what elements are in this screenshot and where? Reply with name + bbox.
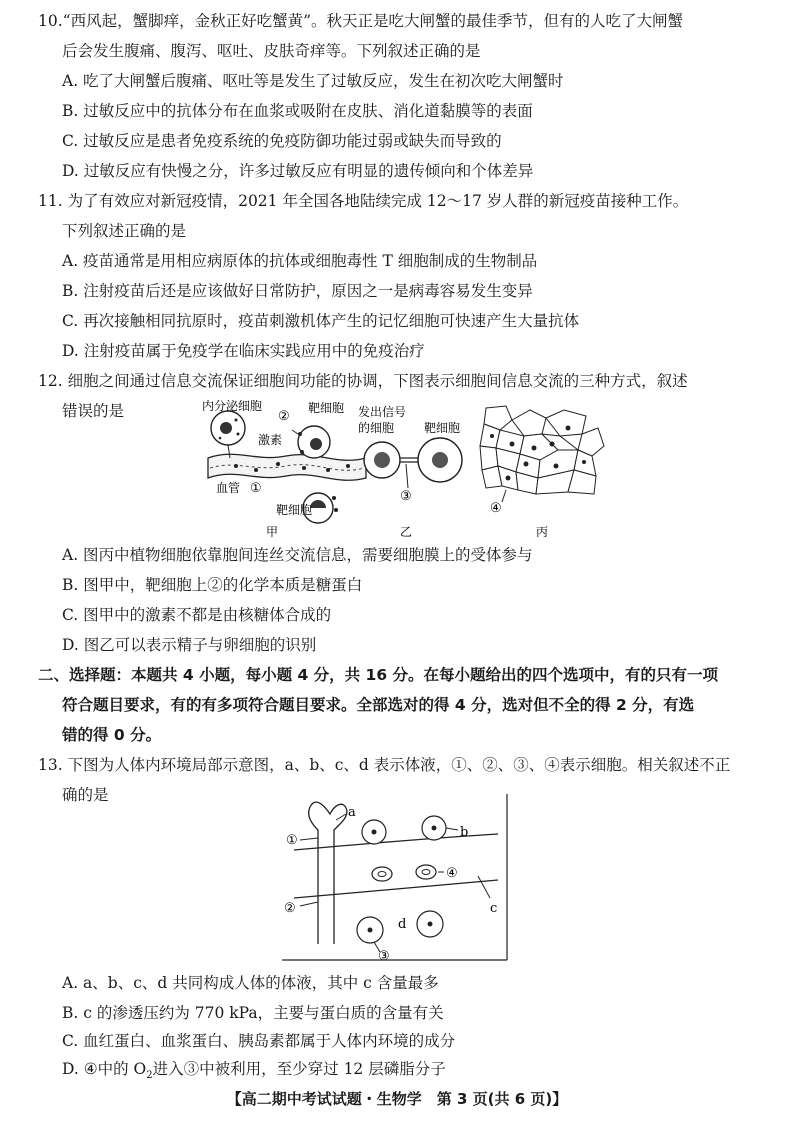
option-d: D. 过敏反应有快慢之分，许多过敏反应有明显的遗传倾向和个体差异 xyxy=(62,162,534,180)
page-footer: 【高二期中考试试题・生物学 第 3 页(共 6 页)】 xyxy=(226,1090,568,1108)
section-line: 错的得 0 分。 xyxy=(62,726,162,744)
label-num-4: ④ xyxy=(490,501,502,516)
label-b: b xyxy=(460,825,469,840)
lymph-capillary-shape xyxy=(309,802,347,944)
option-b: B. c 的渗透压约为 770 kPa，主要与蛋白质的含量有关 xyxy=(62,1004,444,1022)
option-a: A. 疫苗通常是用相应病原体的抗体或细胞毒性 T 细胞制成的生物制品 xyxy=(62,252,538,270)
figure-internal-environment xyxy=(282,794,510,964)
question-stem-line: 10.“西风起，蟹脚痒，金秋正好吃蟹黄”。秋天正是吃大闸蟹的最佳季节，但有的人吃了大闸蟹 xyxy=(38,12,684,30)
figure-cell-communication-svg xyxy=(196,400,606,540)
label-hormone: 激素 xyxy=(258,433,283,447)
option-d: D. 图乙可以表示精子与卵细胞的识别 xyxy=(62,636,317,654)
question-11 xyxy=(38,186,758,246)
label-bing: 丙 xyxy=(536,525,549,539)
red-blood-cell-shape xyxy=(372,867,392,881)
question-10 xyxy=(38,6,758,66)
option-d-text-start: D. ④中的 O xyxy=(62,1060,147,1078)
option-c: C. 血红蛋白、血浆蛋白、胰岛素都属于人体内环境的成分 xyxy=(62,1032,456,1050)
option-d xyxy=(62,1054,446,1091)
label-a: a xyxy=(348,805,356,820)
option-b: B. 注射疫苗后还是应该做好日常防护，原因之一是病毒容易发生变异 xyxy=(62,282,533,300)
section-2-heading xyxy=(38,660,762,750)
blood-vessel-shape xyxy=(208,454,366,480)
figure-cell-communication xyxy=(196,400,606,540)
question-stem-line: 错误的是 xyxy=(62,402,125,420)
option-d-text-end: 进入③中被利用，至少穿过 12 层磷脂分子 xyxy=(152,1060,446,1078)
question-stem-line: 12. 细胞之间通过信息交流保证细胞间功能的协调，下图表示细胞间信息交流的三种方式，叙述 xyxy=(38,372,688,390)
label-jia: 甲 xyxy=(266,525,279,539)
label-num-3: ③ xyxy=(378,949,390,964)
option-d-subscript: 2 xyxy=(146,1070,153,1082)
endocrine-nucleus-shape xyxy=(220,422,232,434)
label-num-4: ④ xyxy=(446,866,458,881)
label-signal-cell-2: 的细胞 xyxy=(358,421,395,435)
label-num-3: ③ xyxy=(400,489,412,504)
label-num-1: ① xyxy=(286,833,298,848)
option-b: B. 过敏反应中的抗体分布在血浆或吸附在皮肤、消化道黏膜等的表面 xyxy=(62,102,533,120)
option-a: A. a、b、c、d 共同构成人体的体液，其中 c 含量最多 xyxy=(62,974,439,992)
label-target-cell-yi: 靶细胞 xyxy=(424,421,461,435)
option-c: C. 过敏反应是患者免疫系统的免疫防御功能过弱或缺失而导致的 xyxy=(62,132,502,150)
option-c: C. 再次接触相同抗原时，疫苗刺激机体产生的记忆细胞可快速产生大量抗体 xyxy=(62,312,580,330)
section-line: 符合题目要求，有的有多项符合题目要求。全部选对的得 4 分，选对但不全的得 2 分，有选 xyxy=(62,696,695,714)
label-c: c xyxy=(490,901,498,916)
question-stem-line: 后会发生腹痛、腹泻、呕吐、皮肤奇痒等。下列叙述正确的是 xyxy=(62,42,481,60)
question-stem-line: 下列叙述正确的是 xyxy=(62,222,187,240)
option-d: D. 注射疫苗属于免疫学在临床实践应用中的免疫治疗 xyxy=(62,342,425,360)
label-endocrine-cell: 内分泌细胞 xyxy=(202,400,263,413)
label-num-2: ② xyxy=(278,409,290,424)
figure-internal-environment-svg xyxy=(282,794,510,964)
option-b: B. 图甲中，靶细胞上②的化学本质是糖蛋白 xyxy=(62,576,363,594)
section-line: 二、选择题：本题共 4 小题，每小题 4 分，共 16 分。在每小题给出的四个选项中，有的只有一项 xyxy=(38,666,719,684)
label-num-2: ② xyxy=(284,901,296,916)
question-stem-line: 13. 下图为人体内环境局部示意图，a、b、c、d 表示体液，①、②、③、④表示细胞。相关叙述不正 xyxy=(38,756,731,774)
plant-tissue-shape xyxy=(480,406,604,494)
label-signal-cell-1: 发出信号 xyxy=(358,405,407,419)
red-blood-cell-shape xyxy=(416,865,436,879)
label-target-cell-top: 靶细胞 xyxy=(308,401,345,415)
question-stem-line: 确的是 xyxy=(62,786,109,804)
question-stem-line: 11. 为了有效应对新冠疫情，2021 年全国各地陆续完成 12～17 岁人群的新冠疫苗接种工作。 xyxy=(38,192,689,210)
label-d: d xyxy=(398,917,407,932)
label-yi: 乙 xyxy=(400,525,413,539)
option-c: C. 图甲中的激素不都是由核糖体合成的 xyxy=(62,606,332,624)
option-a: A. 图丙中植物细胞依靠胞间连丝交流信息，需要细胞膜上的受体参与 xyxy=(62,546,533,564)
label-target-cell-bottom: 靶细胞 xyxy=(276,503,313,517)
label-blood-vessel: 血管 xyxy=(216,481,241,495)
option-a: A. 吃了大闸蟹后腹痛、呕吐等是发生了过敏反应，发生在初次吃大闸蟹时 xyxy=(62,72,564,90)
label-num-1: ① xyxy=(250,481,262,496)
